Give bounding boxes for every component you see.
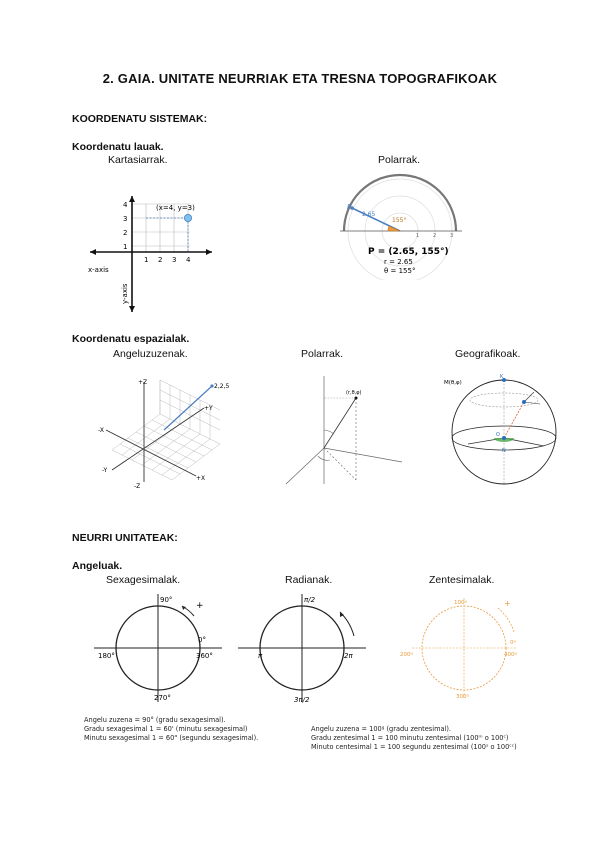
note-line: Gradu zentesimal 1 = 100 minutu zentesimal (100ᵐ o 100ᶜ) — [311, 734, 509, 743]
rectangular-3d-plot — [92, 372, 244, 492]
cent-plus: + — [504, 599, 511, 608]
label-centesimal: Zentesimalak. — [429, 574, 495, 586]
label-cartesian: Kartasiarrak. — [108, 154, 168, 166]
axis-label: +Y — [204, 405, 213, 412]
sexa-left: 180° — [98, 652, 115, 660]
cent-left: 200ᵍ — [400, 652, 413, 658]
sexa-right: 360° — [196, 652, 213, 660]
polar-tick: 1 — [416, 233, 420, 239]
geo-o-label: O — [496, 432, 500, 438]
rad-bottom: 3π/2 — [294, 696, 310, 704]
polar-plane-plot — [330, 170, 470, 280]
sexa-right-top: 0° — [198, 636, 206, 644]
y-tick: 3 — [123, 215, 128, 223]
polar-theta-eq: θ = 155° — [384, 267, 416, 275]
x-tick: 2 — [158, 256, 163, 264]
rad-left: π — [258, 652, 263, 660]
label-sexagesimal: Sexagesimalak. — [106, 574, 181, 586]
sexa-bottom: 270° — [154, 694, 171, 702]
polar-tick: 2 — [433, 233, 437, 239]
rect-point-label: 2,2,5 — [214, 383, 230, 390]
y-tick: 2 — [123, 229, 128, 237]
axis-label: -Y — [102, 467, 108, 474]
polar-p-label: P — [347, 203, 352, 211]
cartesian-point — [184, 214, 191, 221]
subheading-plane-coordinates: Koordenatu lauak. — [72, 141, 164, 153]
axis-label: +Z — [138, 379, 148, 386]
centesimal-notes — [311, 725, 517, 753]
section-heading-coordinate-systems: KOORDENATU SISTEMAK: — [72, 113, 208, 125]
sexa-top: 90° — [160, 596, 173, 604]
sexa-plus: + — [196, 601, 204, 611]
rad-right: 2π — [344, 652, 353, 660]
polar-r-mark: 2.65 — [362, 211, 376, 218]
label-geographic: Geografikoak. — [455, 348, 521, 360]
axis-label: -Z — [134, 483, 141, 490]
x-tick: 4 — [186, 256, 191, 264]
geo-n-label: N — [502, 448, 506, 454]
section-heading-units: NEURRI UNITATEAK: — [72, 532, 178, 544]
label-rectangular: Angeluzuzenak. — [113, 348, 188, 360]
cartesian-point-label: (x=4, y=3) — [156, 204, 195, 212]
sexagesimal-notes — [84, 716, 258, 744]
note-line: Gradu sexagesimal 1 = 60' (minutu sexagesimal) — [84, 725, 248, 734]
polar-3d-plot — [284, 372, 406, 488]
axis-label: +X — [196, 475, 206, 482]
cent-top: 100ᵍ — [454, 600, 467, 606]
polar-angle-mark: 155° — [392, 217, 407, 224]
sexagesimal-circle — [92, 592, 224, 704]
note-line: Minuto centesimal 1 = 100 segundu zentesimal (100ˢ o 100ᶜᶜ) — [311, 743, 517, 752]
axis-label: -X — [98, 427, 104, 434]
label-polar-plane: Polarrak. — [378, 154, 421, 166]
subheading-angles: Angeluak. — [72, 560, 123, 572]
radians-circle — [236, 592, 368, 704]
cent-right: 400ᵍ — [504, 652, 517, 658]
label-radians: Radianak. — [285, 574, 333, 586]
cent-right-top: 0ᵍ — [510, 640, 516, 646]
centesimal-circle — [398, 592, 530, 704]
geo-m-label: M(θ,φ) — [444, 380, 462, 386]
polar-space-point: (r,θ,φ) — [346, 390, 362, 396]
geo-k-label: K — [500, 374, 504, 380]
subheading-spatial-coordinates: Koordenatu espazialak. — [72, 333, 190, 345]
cartesian-plot — [86, 192, 216, 316]
polar-tick: 3 — [450, 233, 454, 239]
x-tick: 3 — [172, 256, 177, 264]
x-tick: 1 — [144, 256, 149, 264]
label-polar-space: Polarrak. — [301, 348, 344, 360]
polar-formula: P = (2.65, 155°) — [368, 247, 449, 257]
y-tick: 1 — [123, 243, 128, 251]
y-axis-label: y-axis — [121, 283, 129, 304]
rad-top: π/2 — [304, 596, 316, 604]
geographic-sphere-plot — [444, 372, 564, 488]
note-line: Minutu sexagesimal 1 = 60" (segundu sexagesimal). — [84, 734, 259, 743]
note-line: Angelu zuzena = 90° (gradu sexagesimal). — [84, 716, 226, 724]
x-axis-label: x-axis — [88, 266, 109, 274]
note-line: Angelu zuzena = 100ᵍ (gradu zentesimal). — [311, 725, 452, 733]
polar-r-eq: r = 2.65 — [384, 258, 413, 266]
page-title: 2. GAIA. UNITATE NEURRIAK ETA TRESNA TOPOGRAFIKOAK — [102, 71, 498, 86]
cent-bottom: 300ᵍ — [456, 694, 469, 700]
y-tick: 4 — [123, 201, 128, 209]
